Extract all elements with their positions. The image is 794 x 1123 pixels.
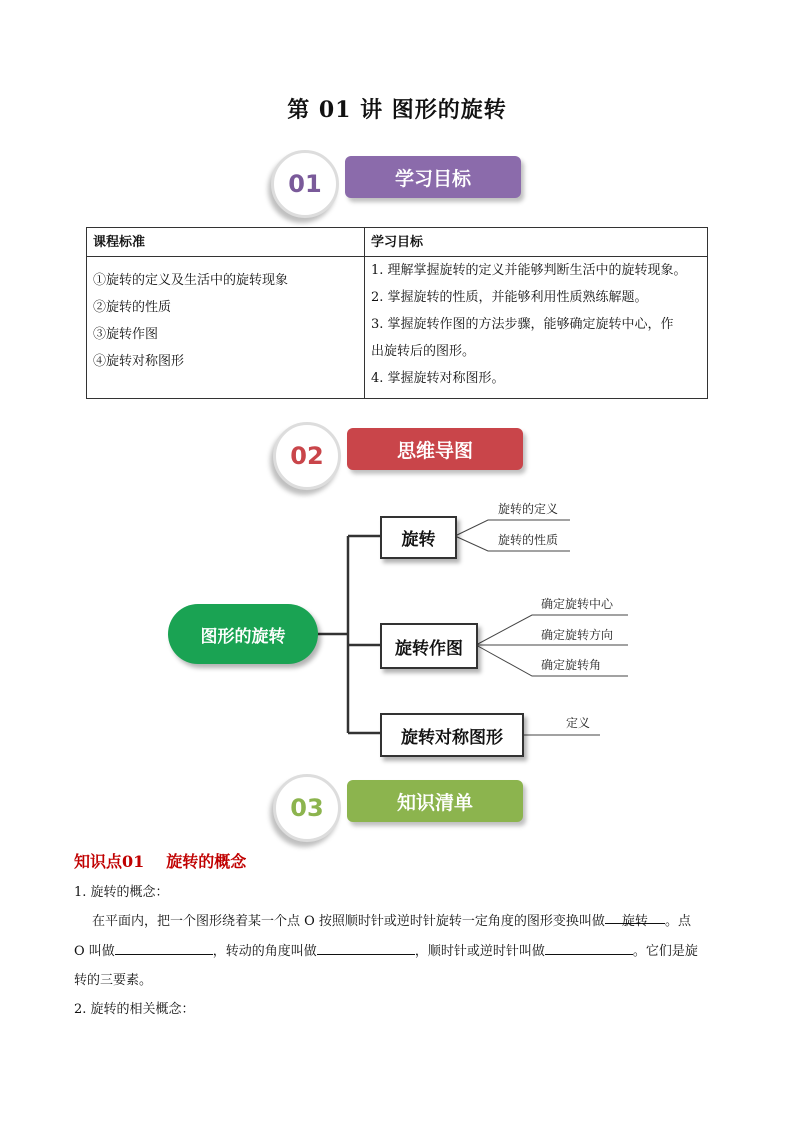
table-header: 学习目标: [365, 228, 708, 257]
mind-map-leaf: 确定旋转方向: [541, 628, 614, 642]
text-run: ，顺时针或逆时针叫做: [414, 944, 545, 959]
text-run: 在平面内，把一个图形绕着某一个点 O 按照顺时针或逆时针旋转一定角度的图形变换叫做: [92, 914, 605, 929]
list-item: ②旋转的性质: [93, 300, 172, 315]
answer-blank: [317, 938, 415, 955]
text-run: O 叫做: [74, 944, 115, 959]
knowledge-point-number: 知识点01: [74, 852, 145, 871]
mind-map-leaf: 旋转的定义: [498, 502, 559, 516]
paragraph-line: [74, 937, 734, 967]
page-title: 第 01 讲 图形的旋转: [287, 97, 507, 123]
mind-map-branch: 旋转作图: [380, 623, 478, 669]
section-number: 03: [273, 774, 341, 842]
section-banner-knowledge: [273, 780, 533, 840]
mind-map-branch: 旋转对称图形: [380, 713, 524, 757]
list-item: 出旋转后的图形。: [371, 344, 476, 359]
text-run: ，转动的角度叫做: [212, 944, 317, 959]
answer-blank: [545, 938, 633, 955]
list-item: ④旋转对称图形: [93, 354, 185, 369]
list-item: 3. 掌握旋转作图的方法步骤，能够确定旋转中心，作: [371, 317, 674, 332]
mind-map-leaf: 确定旋转中心: [541, 597, 614, 611]
list-item: ③旋转作图: [93, 327, 159, 342]
section-label: 知识清单: [347, 780, 523, 822]
text-run: 。点: [664, 914, 691, 929]
mind-map-leaf: 旋转的性质: [498, 533, 559, 547]
table-header: 课程标准: [87, 228, 365, 257]
paragraph-line: 转的三要素。: [74, 973, 153, 988]
knowledge-point-name: 旋转的概念: [166, 852, 247, 871]
item-heading: 2. 旋转的相关概念：: [74, 1002, 195, 1017]
item-heading: 1. 旋转的概念：: [74, 885, 169, 900]
section-label: 学习目标: [345, 156, 521, 198]
mind-map-leaf: 确定旋转角: [541, 658, 602, 672]
section-number: 02: [273, 422, 341, 490]
answer-blank: [115, 938, 213, 955]
section-label: 思维导图: [347, 428, 523, 470]
mind-map-leaf: 定义: [566, 716, 591, 730]
mind-map-root: 图形的旋转: [168, 604, 318, 664]
answer-blank: 旋转: [605, 907, 665, 924]
text-run: 。它们是旋: [632, 944, 698, 959]
list-item: 4. 掌握旋转对称图形。: [371, 371, 505, 386]
mind-map-branch: 旋转: [380, 516, 457, 559]
list-item: 2. 掌握旋转的性质，并能够利用性质熟练解题。: [371, 290, 648, 305]
list-item: ①旋转的定义及生活中的旋转现象: [93, 273, 289, 288]
list-item: 1. 理解掌握旋转的定义并能够判断生活中的旋转现象。: [371, 263, 687, 278]
knowledge-point-title: [74, 849, 246, 872]
section-number: 01: [271, 150, 339, 218]
paragraph-line: [92, 907, 732, 937]
